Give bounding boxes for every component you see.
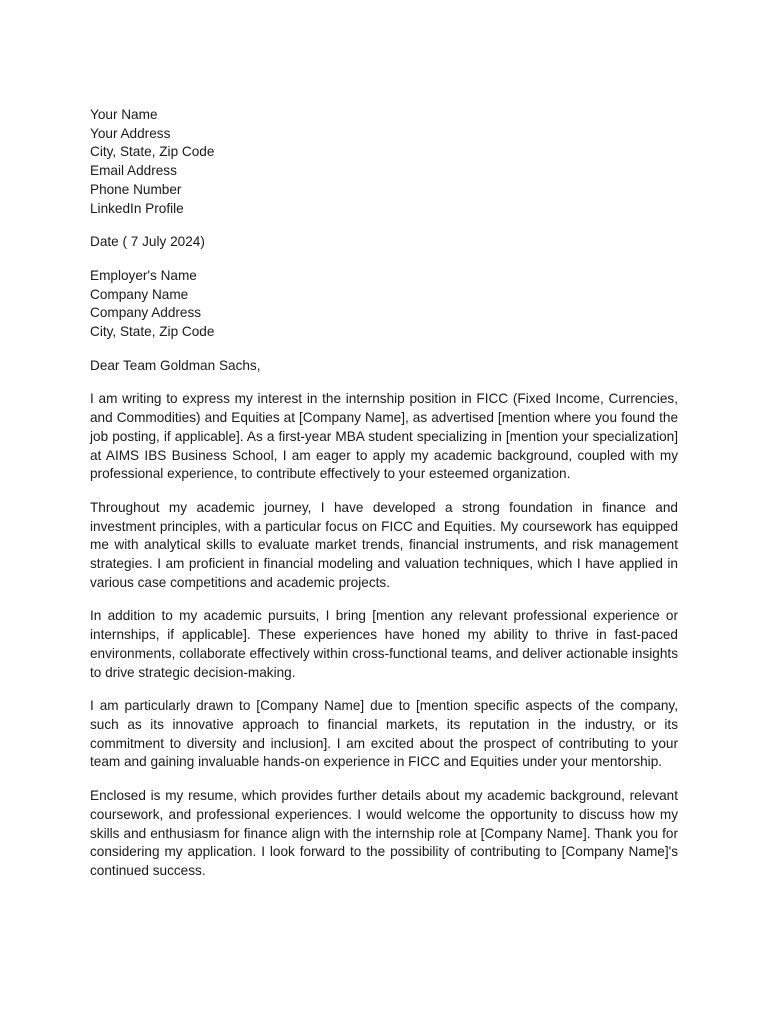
body-paragraph-academic: Throughout my academic journey, I have developed a strong foundation in finance and investment principles, with a particular focus on FICC and Equities. My coursework has equipped me with analytical skills to evaluate market trends, financial instruments, and risk management strategies. I am proficient in financial modeling and valuation techniques, which I have applied in various case competitions and academic projects. bbox=[90, 499, 678, 590]
cover-letter bbox=[90, 106, 678, 896]
recipient-name: Employer's Name bbox=[90, 267, 197, 283]
recipient-company: Company Name bbox=[90, 286, 189, 302]
recipient-city-state-zip: City, State, Zip Code bbox=[90, 324, 215, 340]
date-block bbox=[90, 233, 678, 252]
body-paragraph-company: I am particularly drawn to [Company Name] due to [mention specific aspects of the company, such as its innovative approach to financial markets, its reputation in the industry, or its commitment to diversity and inclusion]. I am excited about the prospect of contributing to your team and gaining invaluable hands-on experience in FICC and Equities under your mentorship. bbox=[90, 698, 678, 770]
sender-phone: Phone Number bbox=[90, 181, 182, 197]
sender-email: Email Address bbox=[90, 163, 177, 179]
body-paragraph-experience: In addition to my academic pursuits, I bring [mention any relevant professional experience or internships, if applicable]. These experiences have honed my ability to thrive in fast-paced environments, collaborate effectively within cross-functional teams, and deliver actionable insights to drive strategic decision-making. bbox=[90, 608, 678, 680]
salutation: Dear Team Goldman Sachs, bbox=[90, 357, 261, 373]
body-paragraph-closing: Enclosed is my resume, which provides further details about my academic background, relevant coursework, and professional experiences. I would welcome the opportunity to discuss how my skills and enthusiasm for finance align with the internship role at [Company Name]. Thank you for considering my application. I look forward to the possibility of contributing to [Company Name]'s continued success. bbox=[90, 788, 678, 878]
sender-address: Your Address bbox=[90, 125, 171, 141]
sender-city-state-zip: City, State, Zip Code bbox=[90, 144, 215, 160]
letter-date: Date ( 7 July 2024) bbox=[90, 234, 205, 250]
body-paragraph-intro: I am writing to express my interest in the internship position in FICC (Fixed Income, Currencies, and Commodities) and Equities at [Company Name], as advertised [mention where you found the job posting, if applicable]. As a first-year MBA student specializing in [mention your specialization] at AIMS IBS Business School, I am eager to apply my academic background, coupled with my professional experience, to contribute effectively to your esteemed organization. bbox=[90, 391, 678, 482]
recipient-address: Company Address bbox=[90, 305, 202, 321]
sender-linkedin: LinkedIn Profile bbox=[90, 200, 184, 216]
recipient-block bbox=[90, 267, 678, 342]
sender-block bbox=[90, 106, 678, 218]
sender-name: Your Name bbox=[90, 107, 158, 122]
